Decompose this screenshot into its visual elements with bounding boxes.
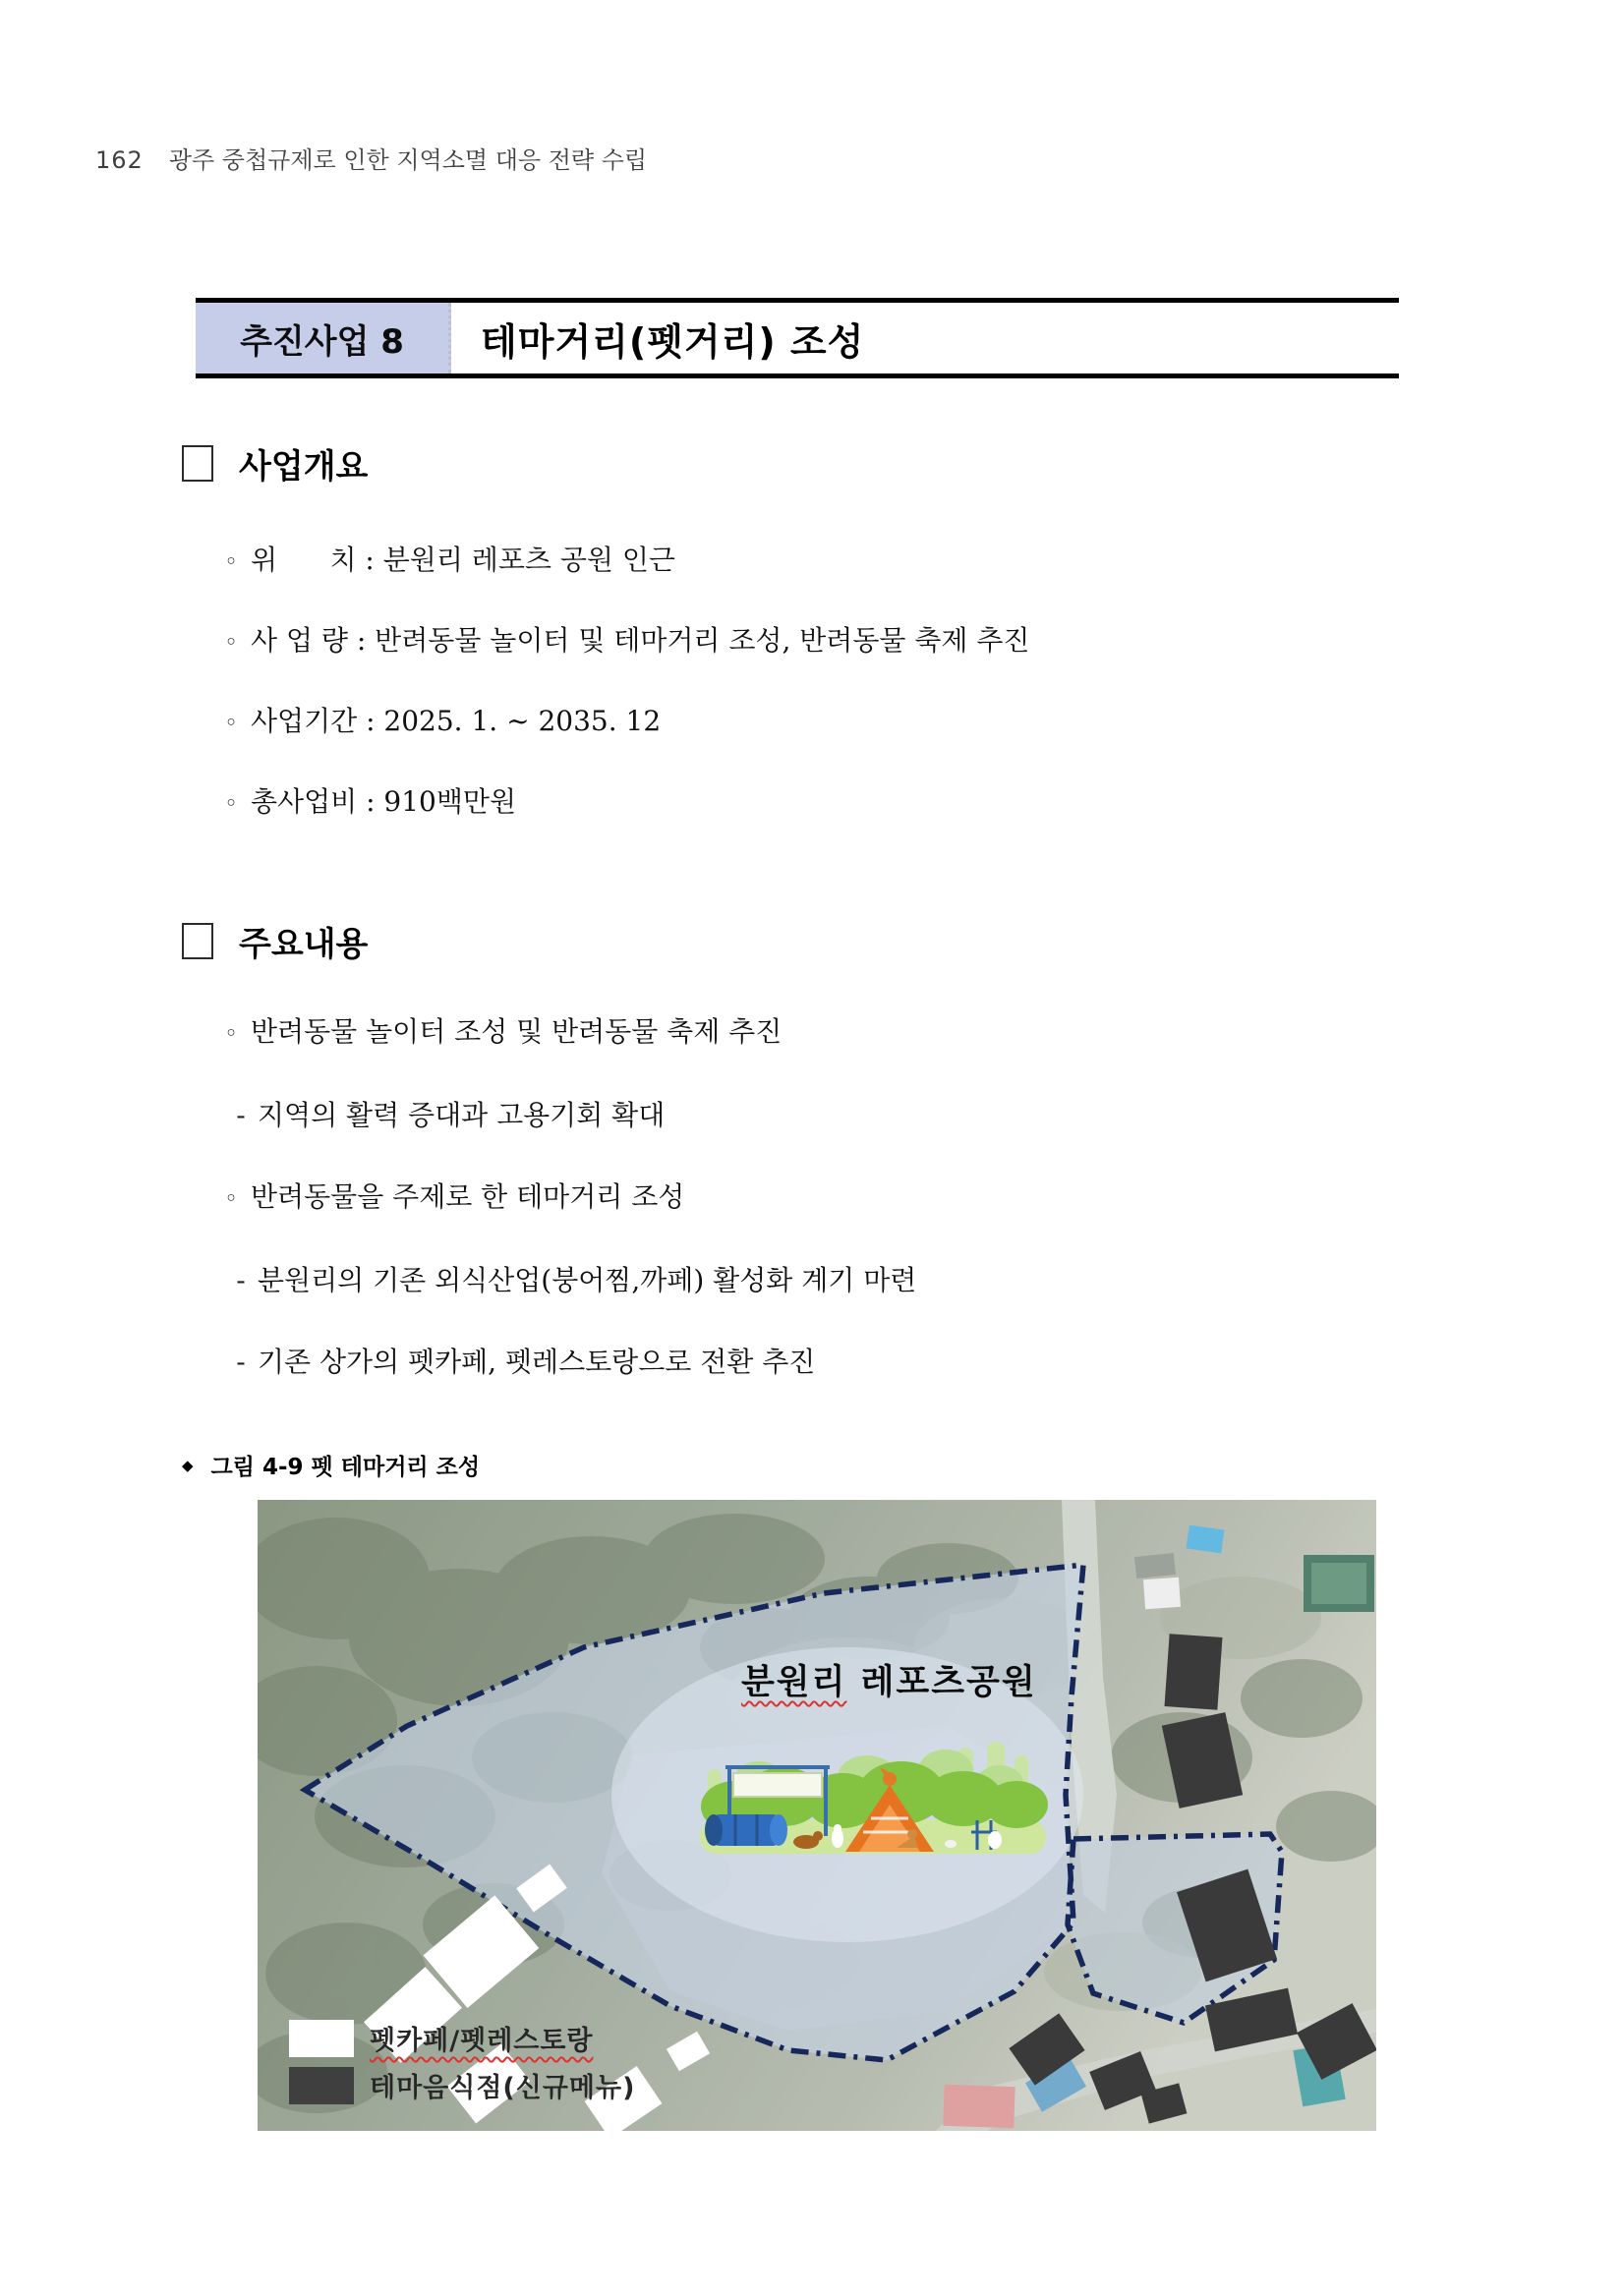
list-item-text: 반려동물을 주제로 한 테마거리 조성 [251,1180,685,1213]
section-heading-text: 주요내용 [239,925,369,964]
details-list [0,1013,1624,1381]
section-heading-overview [182,439,1624,488]
list-item [0,622,1624,661]
dash-bullet-icon: - [236,1346,246,1378]
list-item [0,783,1624,823]
circle-bullet-icon: ◦ [224,711,238,736]
list-item [0,703,1624,742]
circle-bullet-icon: ◦ [224,1186,238,1212]
dash-bullet-icon: - [236,1264,246,1296]
list-item-text: 분원리의 기존 외식산업(붕어찜,까페) 활성화 계기 마련 [258,1264,917,1296]
project-number-label: 추진사업 8 [196,303,451,373]
legend-row [289,2019,635,2057]
project-title-banner [196,298,1399,378]
list-item-text: 위 치 : 분원리 레포츠 공원 인근 [251,544,675,576]
list-item-text: 지역의 활력 증대과 고용기회 확대 [258,1099,666,1131]
section-heading-details [182,917,1624,965]
list-item [0,1013,1624,1053]
diamond-bullet-icon: ◆ [182,1456,194,1474]
list-item [0,1344,1624,1381]
list-item-text: 총사업비 : 910백만원 [251,785,517,818]
legend-row [289,2066,635,2104]
legend-swatch-themerestaurant [289,2067,354,2104]
satellite-map-figure [258,1500,1376,2131]
list-item [0,1097,1624,1134]
list-item-text: 사업기간 : 2025. 1. ~ 2035. 12 [251,705,662,737]
section-heading-text: 사업개요 [239,447,369,487]
circle-bullet-icon: ◦ [224,791,238,817]
map-legend [289,2019,635,2104]
circle-bullet-icon: ◦ [224,1021,238,1047]
legend-label: 테마음식점(신규메뉴) [370,2073,636,2103]
list-item-text: 반려동물 놀이터 조성 및 반려동물 축제 추진 [251,1015,783,1048]
tunnel-barrel [705,1814,787,1846]
park-area-label-secondary: 레포츠공원 [860,1663,1037,1702]
page-number: 162 [95,146,144,174]
list-item [0,1178,1624,1218]
running-head-title: 광주 중첩규제로 인한 지역소멸 대응 전략 수립 [168,146,648,174]
legend-swatch-petcafe [289,2020,354,2057]
square-bullet-icon [182,923,213,959]
project-title: 테마거리(펫거리) 조성 [481,319,865,364]
figure-caption [182,1449,1624,1481]
running-head [95,141,1624,175]
list-item-text: 기존 상가의 펫카페, 펫레스토랑으로 전환 추진 [258,1346,816,1378]
list-item [0,1262,1624,1299]
park-area-label [741,1655,1037,1704]
overview-list [0,542,1624,823]
list-item [0,542,1624,581]
park-area-label-primary: 분원리 [741,1663,847,1702]
list-item-text: 사 업 량 : 반려동물 놀이터 및 테마거리 조성, 반려동물 축제 추진 [251,624,1030,657]
dash-bullet-icon: - [236,1099,246,1131]
legend-label: 펫카페/펫레스토랑 [370,2026,594,2056]
square-bullet-icon [182,445,213,482]
circle-bullet-icon: ◦ [224,630,238,656]
circle-bullet-icon: ◦ [224,549,238,575]
figure-caption-text: 그림 4-9 펫 테마거리 조성 [210,1455,481,1480]
